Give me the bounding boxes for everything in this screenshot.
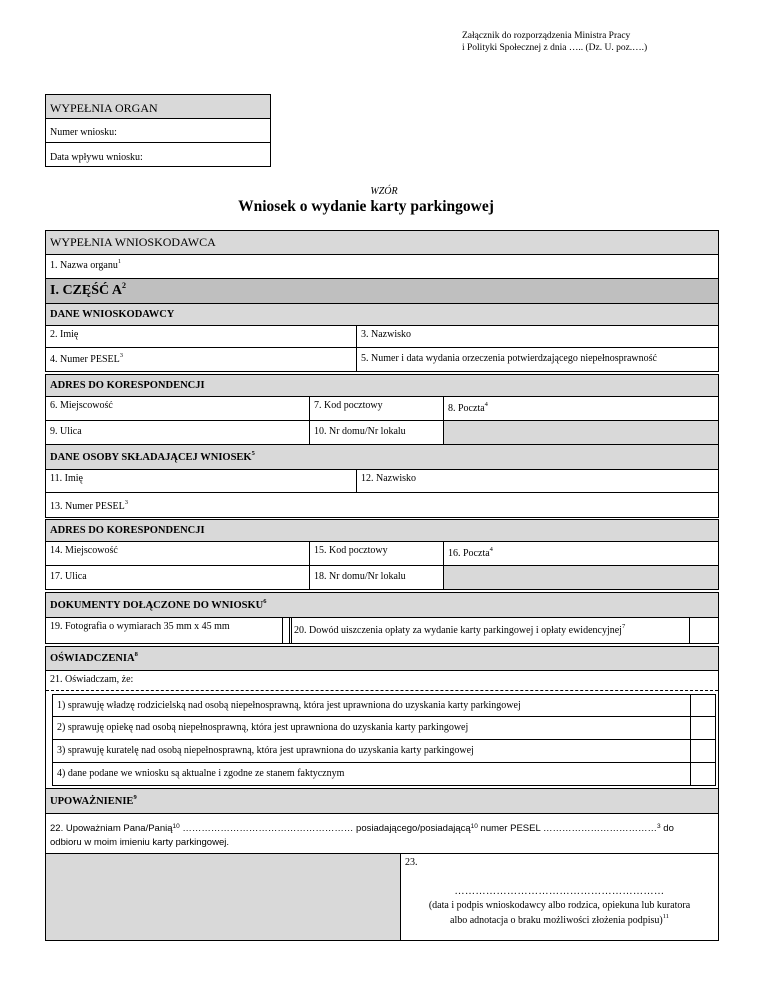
submitter-city-field[interactable] <box>45 541 310 566</box>
signature-caption-2-text: albo adnotacja o braku możliwości złożenia podpisu) <box>450 915 663 926</box>
statement-text-4: 4) dane podane we wniosku są aktualne i zgodne ze stanem faktycznym <box>57 768 345 779</box>
signature-dots: …………………………………………………… <box>454 886 665 897</box>
first-name-field[interactable] <box>45 325 357 348</box>
fee-proof-document-item <box>289 617 690 644</box>
submitter-city-label: 14. Miejscowość <box>50 545 118 556</box>
footnote-ref: 8 <box>134 651 138 658</box>
fee-proof-label: 20. Dowód uiszczenia opłaty za wydanie karty parkingowej i opłaty ewidencyjnej <box>294 625 622 636</box>
submitter-data-title <box>45 444 719 470</box>
statement-row-2 <box>52 716 716 740</box>
part-a-title <box>45 278 719 304</box>
pesel-label: 4. Numer PESEL <box>50 354 120 365</box>
submitter-house-number-field[interactable] <box>309 565 444 590</box>
blank-shaded-cell <box>45 853 401 941</box>
page-title: Wniosek o wydanie karty parkingowej <box>238 198 494 215</box>
pesel-field[interactable] <box>45 347 357 372</box>
photo-document-item <box>45 617 283 644</box>
street-label: 9. Ulica <box>50 426 82 437</box>
street-field[interactable] <box>45 420 310 445</box>
submitter-address-title <box>45 519 719 542</box>
footnote-ref: 10 <box>172 823 180 830</box>
footnote-ref: 5 <box>251 450 255 457</box>
footnote-ref: 11 <box>662 913 669 920</box>
authorization-text <box>45 813 719 854</box>
organ-box-title <box>45 94 271 119</box>
field-23-label: 23. <box>405 857 418 868</box>
correspondence-address-title-text: ADRES DO KORESPONDENCJI <box>50 380 205 391</box>
footnote-ref: 1 <box>117 258 122 265</box>
disability-certificate-label: 5. Numer i data wydania orzeczenia potwierdzającego niepełnosprawność <box>361 353 657 364</box>
last-name-label: 3. Nazwisko <box>361 329 411 340</box>
attached-documents-title-text: DOKUMENTY DOŁĄCZONE DO WNIOSKU <box>50 600 264 611</box>
signature-caption-1: (data i podpis wnioskodawcy albo rodzica, opiekuna lub kuratora <box>428 900 691 911</box>
authorization-part: 22. Upoważniam Pana/Panią <box>50 823 173 834</box>
footnote-ref: 10 <box>470 823 478 830</box>
signature-caption-2 <box>405 915 714 926</box>
city-field[interactable] <box>45 396 310 421</box>
organ-box-title-text: WYPEŁNIA ORGAN <box>50 101 158 115</box>
statement-row-1 <box>52 694 716 717</box>
footnote-ref: 2 <box>121 281 126 290</box>
submitter-first-name-label: 11. Imię <box>50 473 83 484</box>
statement-text-3: 3) sprawuję kuratelę nad osobą niepełnosprawną, która jest uprawniona do uzyskania karty parkingowej <box>57 745 474 756</box>
postal-code-field[interactable] <box>309 396 444 421</box>
authorization-part: do <box>660 823 674 834</box>
statement-row-3 <box>52 739 716 763</box>
footnote-ref: 7 <box>621 623 626 630</box>
statements-title <box>45 646 719 671</box>
authorization-line-2: odbioru w moim imieniu karty parkingowej. <box>50 837 229 848</box>
wzor-label: WZÓR <box>370 186 398 197</box>
footnote-ref: 6 <box>263 598 267 605</box>
part-a-title-text: I. CZĘŚĆ A <box>50 283 122 298</box>
statements-intro: 21. Oświadczam, że: <box>50 674 134 685</box>
submitter-postal-code-label: 15. Kod pocztowy <box>314 545 388 556</box>
authorization-title <box>45 788 719 814</box>
submitter-last-name-field[interactable] <box>356 469 719 493</box>
submitter-address-title-text: ADRES DO KORESPONDENCJI <box>50 525 205 536</box>
applicant-data-title-text: DANE WNIOSKODAWCY <box>50 309 175 320</box>
statement-row-4 <box>52 762 716 786</box>
statements-title-text: OŚWIADCZENIA <box>50 653 135 664</box>
first-name-label: 2. Imię <box>50 329 79 340</box>
blank-shaded-cell <box>443 565 719 590</box>
post-office-label: 8. Poczta <box>448 403 485 414</box>
city-label: 6. Miejscowość <box>50 400 113 411</box>
blank-shaded-cell <box>443 420 719 445</box>
footnote-ref: 3 <box>119 352 123 359</box>
submitter-pesel-field[interactable] <box>45 492 719 518</box>
disability-certificate-field[interactable] <box>356 347 719 372</box>
submitter-postal-code-field[interactable] <box>309 541 444 566</box>
statement-2-checkbox[interactable] <box>690 716 716 740</box>
statement-text-1: 1) sprawuję władzę rodzicielską nad osobą niepełnosprawną, która jest uprawniona do uzyskania karty parkingowej <box>57 700 521 711</box>
receipt-date-field[interactable] <box>45 142 271 167</box>
authorization-part: posiadającego/posiadającą <box>356 823 471 834</box>
proxy-pesel-blank[interactable]: numer PESEL ……………………………… <box>477 823 658 834</box>
proxy-name-blank[interactable]: ……………………………………………… <box>179 823 357 834</box>
applicant-section-title <box>45 230 719 255</box>
submitter-pesel-label: 13. Numer PESEL <box>50 501 125 512</box>
annex-note <box>462 30 647 54</box>
submitter-street-field[interactable] <box>45 565 310 590</box>
submitter-data-title-text: DANE OSOBY SKŁADAJĄCEJ WNIOSEK <box>50 452 252 463</box>
applicant-data-title <box>45 303 719 326</box>
authorization-title-text: UPOWAŻNIENIE <box>50 796 134 807</box>
submitter-first-name-field[interactable] <box>45 469 357 493</box>
correspondence-address-title <box>45 374 719 397</box>
footnote-ref: 9 <box>133 794 137 801</box>
statement-4-checkbox[interactable] <box>690 762 716 786</box>
house-number-field[interactable] <box>309 420 444 445</box>
postal-code-label: 7. Kod pocztowy <box>314 400 383 411</box>
fee-proof-checkbox[interactable] <box>689 617 719 644</box>
photo-document-label: 19. Fotografia o wymiarach 35 mm x 45 mm <box>50 621 230 632</box>
applicant-section-title-text: WYPEŁNIA WNIOSKODAWCA <box>50 235 216 249</box>
post-office-field[interactable] <box>443 396 719 421</box>
statement-text-2: 2) sprawuję opiekę nad osobą niepełnosprawną, która jest uprawniona do uzyskania karty parkingowej <box>57 722 469 733</box>
footnote-ref: 4 <box>484 401 488 408</box>
statement-1-checkbox[interactable] <box>690 694 716 717</box>
authorization-line-1 <box>50 822 714 836</box>
statements-divider <box>46 690 718 691</box>
annex-line-1: Załącznik do rozporządzenia Ministra Pracy <box>462 31 631 41</box>
footnote-ref: 3 <box>657 823 661 830</box>
submitter-house-number-label: 18. Nr domu/Nr lokalu <box>314 571 406 582</box>
submitter-street-label: 17. Ulica <box>50 571 87 582</box>
annex-line-2: i Polityki Społecznej z dnia ….. (Dz. U. poz.….) <box>462 43 648 53</box>
organ-name-field[interactable] <box>45 254 719 279</box>
footnote-ref: 4 <box>489 546 493 553</box>
footnote-ref: 3 <box>124 499 128 506</box>
statement-3-checkbox[interactable] <box>690 739 716 763</box>
attached-documents-title <box>45 592 719 618</box>
last-name-field[interactable] <box>356 325 719 348</box>
house-number-label: 10. Nr domu/Nr lokalu <box>314 426 406 437</box>
submitter-post-office-label: 16. Poczta <box>448 548 490 559</box>
organ-name-label: 1. Nazwa organu <box>50 260 118 271</box>
signature-field[interactable] <box>400 853 719 941</box>
receipt-date-label: Data wpływu wniosku: <box>50 152 143 163</box>
submitter-last-name-label: 12. Nazwisko <box>361 473 416 484</box>
application-number-field[interactable] <box>45 118 271 143</box>
application-number-label: Numer wniosku: <box>50 127 117 138</box>
submitter-post-office-field[interactable] <box>443 541 719 566</box>
